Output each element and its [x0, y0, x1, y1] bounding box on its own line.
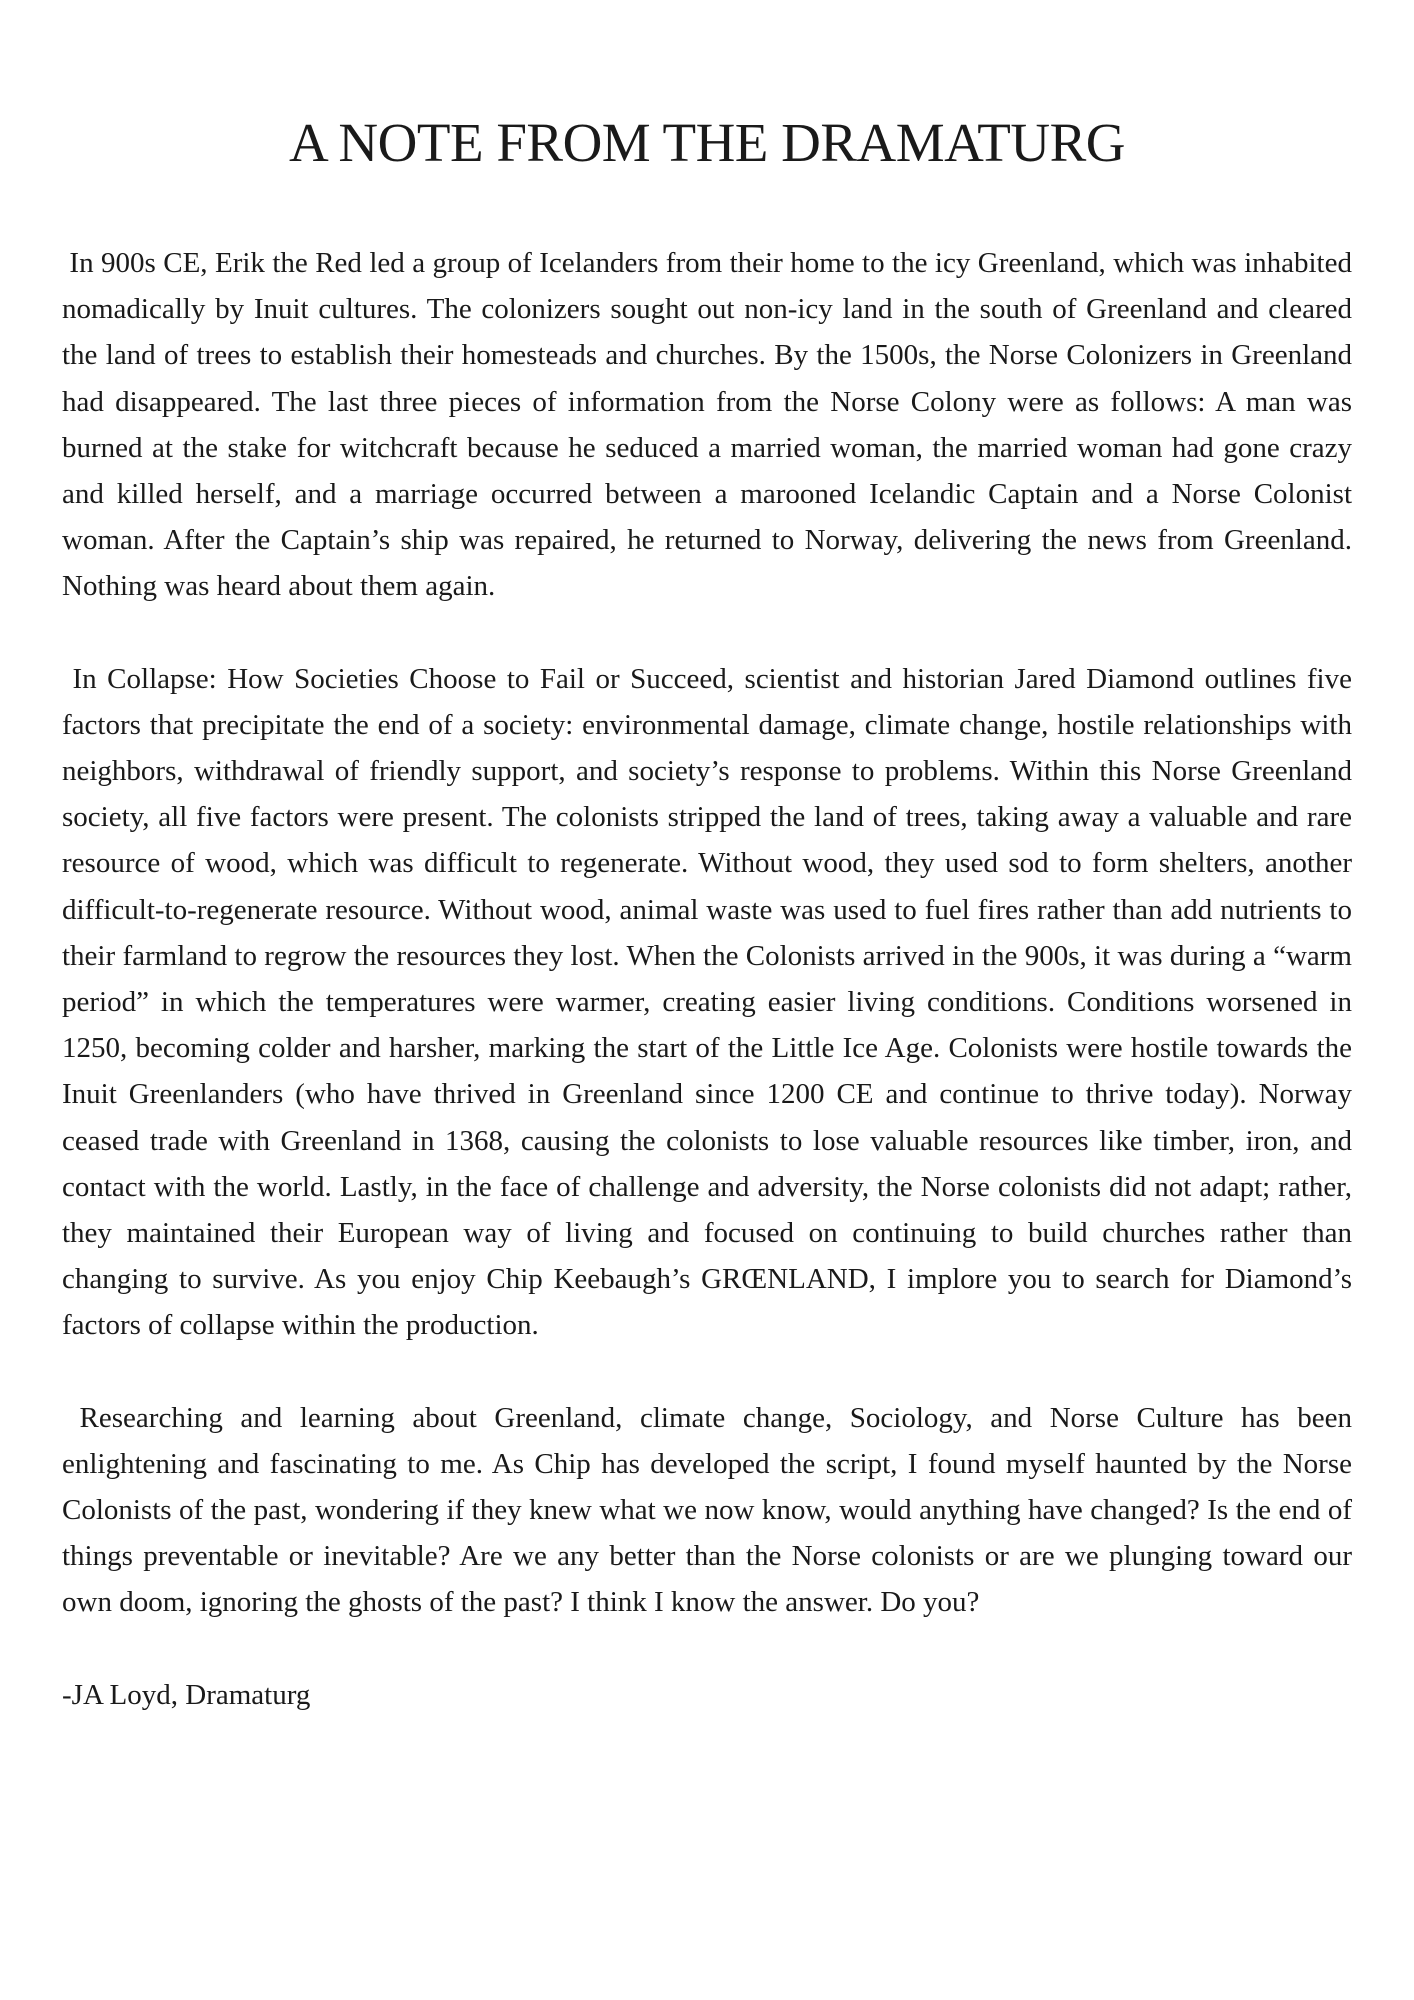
paragraph-collapse-factors: In Collapse: How Societies Choose to Fail or Succeed, scientist and historian Jared Diamond outlines five factors that precipitate the end of a society: environmental damage, climate change, hostile relationships with neighbors, withdrawal of friendly support, and society’s response to problems. Within this Norse Greenland society, all five factors were present. The colonists stripped the land of trees, taking away a valuable and rare resource of wood, which was difficult to regenerate. Without wood, they used sod to form shelters, another difficult-to-regenerate resource. Without wood, animal waste was used to fuel fires rather than add nutrients to their farmland to regrow the resources they lost. When the Colonists arrived in the 900s, it was during a “warm period” in which the temperatures were warmer, creating easier living conditions. Conditions worsened in 1250, becoming colder and harsher, marking the start of the Little Ice Age. Colonists were hostile towards the Inuit Greenlanders (who have thrived in Greenland since 1200 CE and continue to thrive today). Norway ceased trade with Greenland in 1368, causing the colonists to lose valuable resources like timber, iron, and contact with the world. Lastly, in the face of challenge and adversity, the Norse colonists did not adapt; rather, they maintained their European way of living and focused on continuing to build churches rather than changing to survive. As you enjoy Chip Keebaugh’s GRŒNLAND, I implore you to search for Diamond’s factors of collapse within the production.: [62, 662, 1352, 1342]
document-body: [62, 240, 1352, 1718]
signature: -JA Loyd, Dramaturg: [62, 1678, 311, 1711]
paragraph-reflection: Researching and learning about Greenland, climate change, Sociology, and Norse Culture has been enlightening and fascinating to me. As Chip has developed the script, I found myself haunted by the Norse Colonists of the past, wondering if they knew what we now know, would anything have changed? Is the end of things preventable or inevitable? Are we any better than the Norse colonists or are we plunging toward our own doom, ignoring the ghosts of the past? I think I know the answer. Do you?: [62, 1401, 1352, 1619]
page-title: A NOTE FROM THE DRAMATURG: [289, 112, 1125, 173]
paragraph-history: In 900s CE, Erik the Red led a group of Icelanders from their home to the icy Greenland, which was inhabited nomadically by Inuit cultures. The colonizers sought out non-icy land in the south of Greenland and cleared the land of trees to establish their homesteads and churches. By the 1500s, the Norse Colonizers in Greenland had disappeared. The last three pieces of information from the Norse Colony were as follows: A man was burned at the stake for witchcraft because he seduced a married woman, the married woman had gone crazy and killed herself, and a marriage occurred between a marooned Icelandic Captain and a Norse Colonist woman. After the Captain’s ship was repaired, he returned to Norway, delivering the news from Greenland. Nothing was heard about them again.: [62, 247, 1352, 603]
